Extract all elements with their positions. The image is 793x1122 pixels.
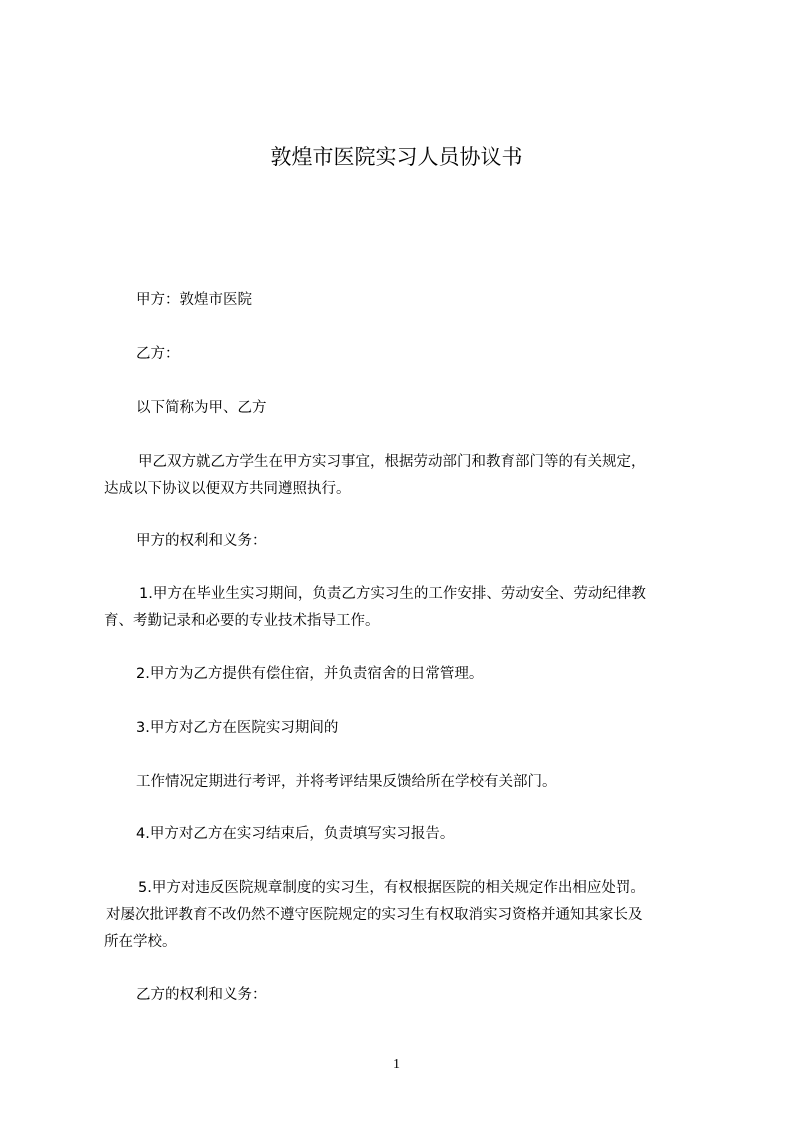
clause-3-line-1: 3.甲方对乙方在医院实习期间的 (136, 720, 339, 736)
intro-line-1: 甲乙双方就乙方学生在甲方实习事宜，根据劳动部门和教育部门等的有关规定， (138, 454, 646, 470)
clause-3-line-2: 工作情况定期进行考评，并将考评结果反馈给所在学校有关部门。 (136, 774, 557, 790)
clause-2: 2.甲方为乙方提供有偿住宿，并负责宿舍的日常管理。 (136, 666, 484, 682)
clause-4: 4.甲方对乙方在实习结束后，负责填写实习报告。 (136, 826, 455, 842)
clause-5-line-1: 5.甲方对违反医院规章制度的实习生，有权根据医院的相关规定作出相应处罚。 (138, 880, 645, 896)
section-a-heading: 甲方的权利和义务： (136, 533, 267, 549)
clause-5-line-3: 所在学校。 (104, 934, 177, 950)
party-b-line: 乙方： (136, 346, 180, 362)
intro-line-2: 达成以下协议以便双方共同遵照执行。 (104, 481, 351, 497)
abbreviation-line: 以下简称为甲、乙方 (136, 400, 267, 416)
clause-5-line-2: 对屡次批评教育不改仍然不遵守医院规定的实习生有权取消实习资格并通知其家长及 (106, 907, 643, 923)
clause-1-line-2: 育、考勤记录和必要的专业技术指导工作。 (104, 613, 380, 629)
section-b-heading: 乙方的权利和义务： (136, 987, 267, 1003)
party-a-line: 甲方：敦煌市医院 (136, 292, 252, 308)
clause-1-line-1: 1.甲方在毕业生实习期间，负责乙方实习生的工作安排、劳动安全、劳动纪律教 (139, 586, 646, 602)
page-number: 1 (393, 1057, 400, 1072)
document-title: 敦煌市医院实习人员协议书 (270, 145, 523, 169)
